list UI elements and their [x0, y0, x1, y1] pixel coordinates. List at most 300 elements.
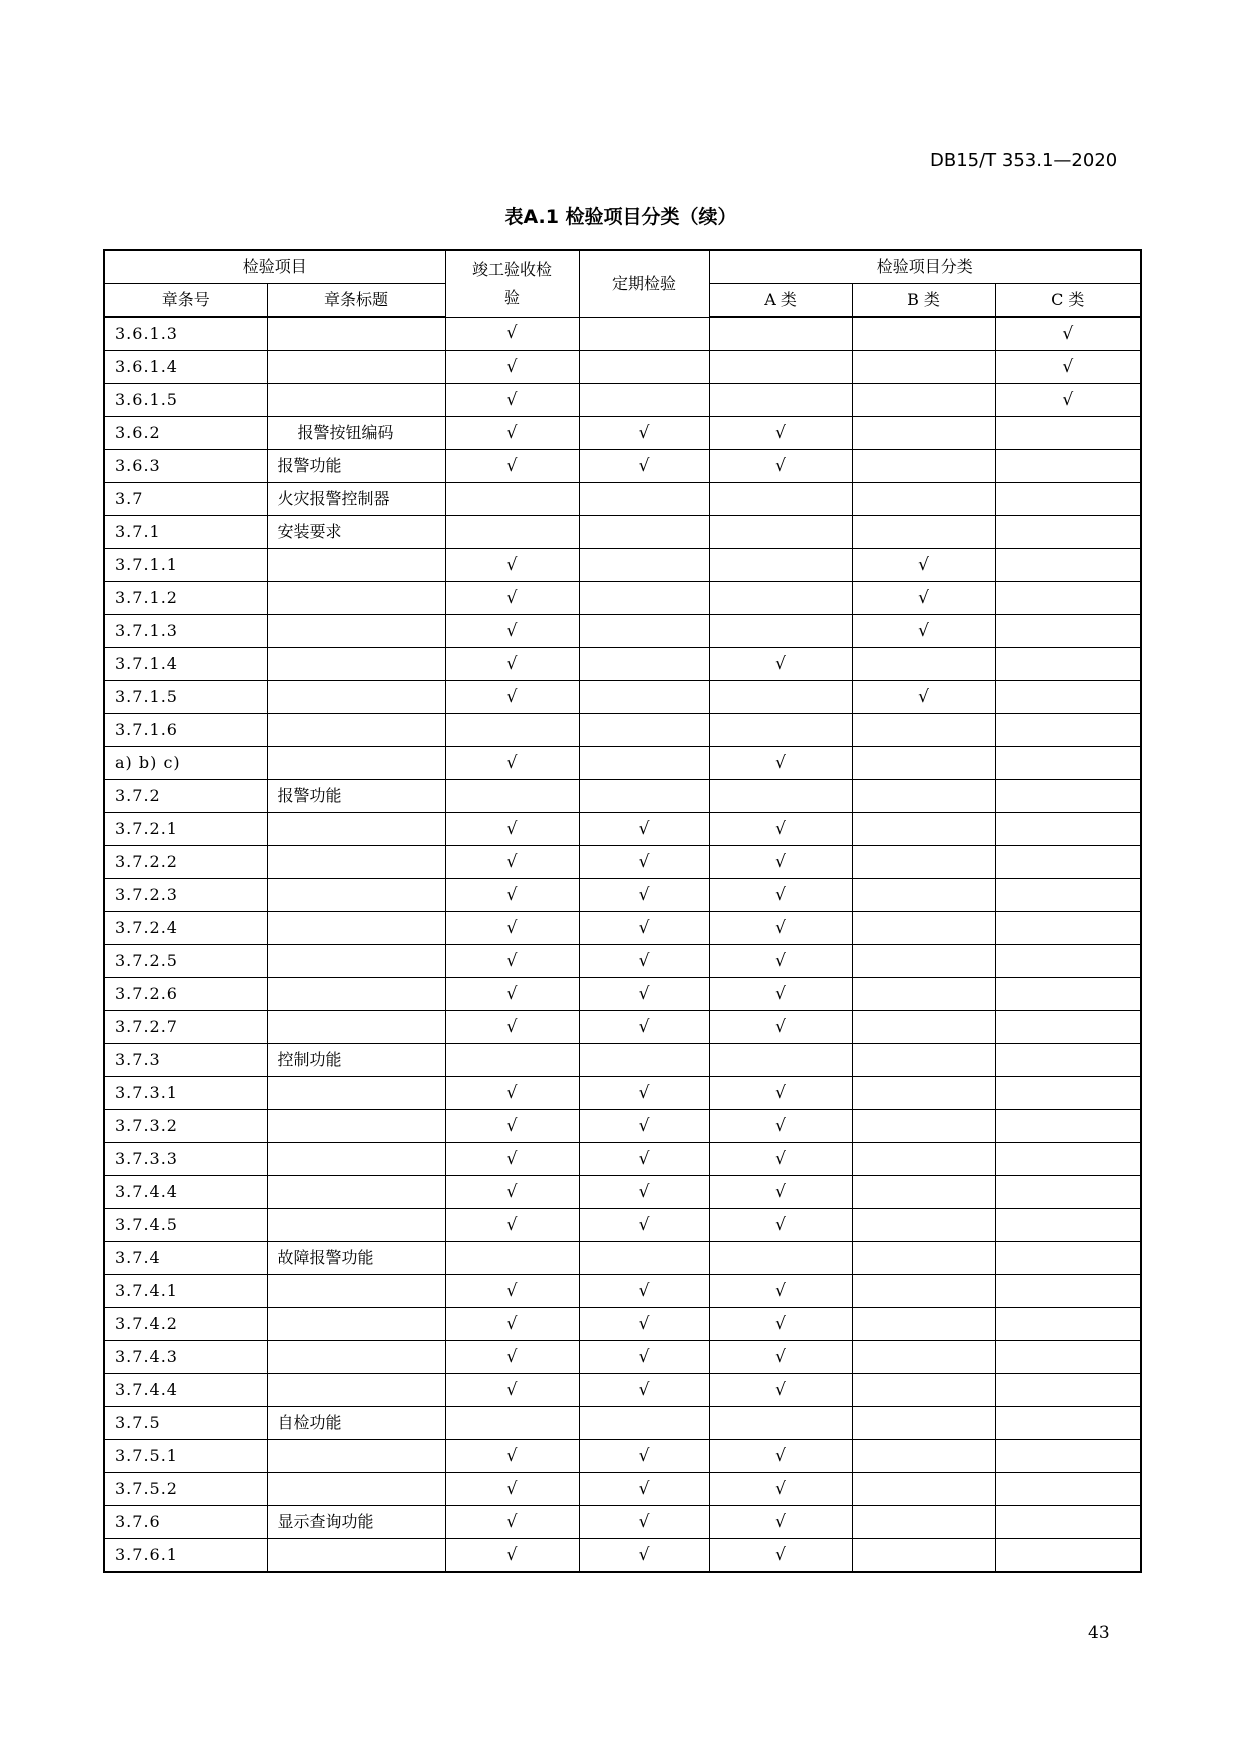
clause-title-cell	[267, 1341, 445, 1374]
page-number: 43	[1088, 1623, 1110, 1643]
completion-check-cell: √	[445, 317, 579, 351]
class-b-check-cell	[852, 1077, 995, 1110]
class-a-check-cell: √	[709, 1308, 852, 1341]
class-c-check-cell	[995, 1143, 1141, 1176]
clause-title-cell	[267, 1374, 445, 1407]
table-row	[104, 384, 1141, 417]
class-b-check-cell	[852, 1176, 995, 1209]
completion-check-cell: √	[445, 1506, 579, 1539]
class-b-check-cell	[852, 945, 995, 978]
clause-no-cell: 3.7.2	[104, 780, 267, 813]
periodic-check-cell: √	[579, 945, 709, 978]
clause-no-cell: 3.7.2.6	[104, 978, 267, 1011]
class-a-check-cell	[709, 549, 852, 582]
class-b-check-cell	[852, 1143, 995, 1176]
periodic-check-cell: √	[579, 1011, 709, 1044]
table-row	[104, 1308, 1141, 1341]
completion-check-cell	[445, 1407, 579, 1440]
clause-no-cell: 3.7.2.4	[104, 912, 267, 945]
table-row	[104, 846, 1141, 879]
class-b-check-cell: √	[852, 582, 995, 615]
completion-check-cell: √	[445, 1473, 579, 1506]
table-row	[104, 1374, 1141, 1407]
periodic-check-cell: √	[579, 1275, 709, 1308]
clause-title-cell: 安装要求	[267, 516, 445, 549]
periodic-check-cell: √	[579, 1374, 709, 1407]
clause-no-cell: 3.7.3.3	[104, 1143, 267, 1176]
clause-no-cell: 3.7.1.2	[104, 582, 267, 615]
class-a-check-cell	[709, 1242, 852, 1275]
header-clause-no: 章条号	[104, 284, 267, 318]
completion-check-cell: √	[445, 1077, 579, 1110]
periodic-check-cell: √	[579, 1143, 709, 1176]
class-b-check-cell	[852, 648, 995, 681]
clause-title-cell: 显示查询功能	[267, 1506, 445, 1539]
class-b-check-cell	[852, 1044, 995, 1077]
clause-no-cell: a) b) c)	[104, 747, 267, 780]
class-b-check-cell	[852, 384, 995, 417]
table-row	[104, 1506, 1141, 1539]
class-c-check-cell	[995, 681, 1141, 714]
clause-title-cell: 报警功能	[267, 780, 445, 813]
completion-check-cell: √	[445, 945, 579, 978]
completion-check-cell: √	[445, 417, 579, 450]
table-row	[104, 912, 1141, 945]
clause-title-cell	[267, 813, 445, 846]
clause-title-cell: 报警按钮编码	[267, 417, 445, 450]
periodic-check-cell: √	[579, 1308, 709, 1341]
completion-check-cell: √	[445, 1143, 579, 1176]
completion-check-cell	[445, 483, 579, 516]
class-c-check-cell	[995, 1341, 1141, 1374]
table-row	[104, 317, 1141, 351]
completion-check-cell	[445, 1044, 579, 1077]
table-body	[104, 317, 1141, 1572]
clause-no-cell: 3.7.2.2	[104, 846, 267, 879]
class-c-check-cell	[995, 582, 1141, 615]
clause-title-cell	[267, 1275, 445, 1308]
table-row	[104, 1275, 1141, 1308]
class-a-check-cell	[709, 483, 852, 516]
class-c-check-cell	[995, 747, 1141, 780]
class-b-check-cell	[852, 1506, 995, 1539]
completion-check-cell: √	[445, 1374, 579, 1407]
completion-check-cell: √	[445, 1110, 579, 1143]
class-b-check-cell	[852, 747, 995, 780]
clause-title-cell	[267, 978, 445, 1011]
table-row	[104, 978, 1141, 1011]
clause-title-cell: 控制功能	[267, 1044, 445, 1077]
table-row	[104, 1539, 1141, 1573]
class-c-check-cell	[995, 1275, 1141, 1308]
header-class-a: A 类	[709, 284, 852, 318]
class-b-check-cell	[852, 978, 995, 1011]
class-c-check-cell	[995, 516, 1141, 549]
periodic-check-cell	[579, 1242, 709, 1275]
clause-no-cell: 3.7.2.7	[104, 1011, 267, 1044]
class-c-check-cell	[995, 1077, 1141, 1110]
class-a-check-cell: √	[709, 1143, 852, 1176]
class-c-check-cell	[995, 1539, 1141, 1573]
table-row	[104, 1242, 1141, 1275]
clause-title-cell	[267, 549, 445, 582]
clause-title-cell	[267, 912, 445, 945]
table-row	[104, 1011, 1141, 1044]
periodic-check-cell: √	[579, 846, 709, 879]
table-row	[104, 417, 1141, 450]
clause-title-cell	[267, 1077, 445, 1110]
header-completion-line2: 验	[504, 287, 521, 307]
clause-no-cell: 3.7.2.1	[104, 813, 267, 846]
class-c-check-cell	[995, 1176, 1141, 1209]
clause-no-cell: 3.6.3	[104, 450, 267, 483]
header-clause-title: 章条标题	[267, 284, 445, 318]
completion-check-cell: √	[445, 1176, 579, 1209]
clause-no-cell: 3.7.5.2	[104, 1473, 267, 1506]
table-row	[104, 483, 1141, 516]
class-a-check-cell: √	[709, 747, 852, 780]
class-b-check-cell	[852, 317, 995, 351]
clause-title-cell	[267, 1110, 445, 1143]
clause-no-cell: 3.7.1.6	[104, 714, 267, 747]
class-b-check-cell	[852, 516, 995, 549]
completion-check-cell: √	[445, 681, 579, 714]
class-a-check-cell: √	[709, 1440, 852, 1473]
header-classification: 检验项目分类	[709, 250, 1141, 284]
table-row	[104, 1341, 1141, 1374]
completion-check-cell: √	[445, 813, 579, 846]
periodic-check-cell	[579, 780, 709, 813]
class-c-check-cell	[995, 483, 1141, 516]
class-b-check-cell: √	[852, 615, 995, 648]
periodic-check-cell	[579, 351, 709, 384]
completion-check-cell: √	[445, 1011, 579, 1044]
clause-no-cell: 3.7.3.2	[104, 1110, 267, 1143]
class-c-check-cell	[995, 780, 1141, 813]
table-row	[104, 450, 1141, 483]
class-b-check-cell	[852, 417, 995, 450]
class-a-check-cell	[709, 1044, 852, 1077]
table-row	[104, 780, 1141, 813]
clause-no-cell: 3.7.6	[104, 1506, 267, 1539]
class-a-check-cell: √	[709, 879, 852, 912]
table-row	[104, 549, 1141, 582]
table-row	[104, 1044, 1141, 1077]
periodic-check-cell	[579, 1044, 709, 1077]
table-row	[104, 1110, 1141, 1143]
clause-no-cell: 3.7.1	[104, 516, 267, 549]
periodic-check-cell	[579, 549, 709, 582]
table-row	[104, 681, 1141, 714]
completion-check-cell: √	[445, 747, 579, 780]
table-row	[104, 1440, 1141, 1473]
class-a-check-cell: √	[709, 978, 852, 1011]
clause-no-cell: 3.7.4.2	[104, 1308, 267, 1341]
class-c-check-cell	[995, 417, 1141, 450]
completion-check-cell: √	[445, 450, 579, 483]
table-header	[104, 250, 1141, 317]
class-c-check-cell	[995, 879, 1141, 912]
clause-title-cell	[267, 1176, 445, 1209]
completion-check-cell: √	[445, 1275, 579, 1308]
table-row	[104, 945, 1141, 978]
completion-check-cell	[445, 1242, 579, 1275]
completion-check-cell: √	[445, 846, 579, 879]
table-row	[104, 813, 1141, 846]
class-b-check-cell	[852, 1209, 995, 1242]
class-b-check-cell	[852, 1440, 995, 1473]
class-b-check-cell	[852, 813, 995, 846]
clause-no-cell: 3.7.3	[104, 1044, 267, 1077]
class-b-check-cell	[852, 1407, 995, 1440]
periodic-check-cell: √	[579, 450, 709, 483]
table-row	[104, 648, 1141, 681]
class-a-check-cell: √	[709, 1506, 852, 1539]
class-c-check-cell	[995, 1506, 1141, 1539]
table-row	[104, 1176, 1141, 1209]
header-class-c: C 类	[995, 284, 1141, 318]
class-a-check-cell: √	[709, 945, 852, 978]
completion-check-cell: √	[445, 648, 579, 681]
clause-no-cell: 3.7.4	[104, 1242, 267, 1275]
class-c-check-cell	[995, 450, 1141, 483]
class-a-check-cell	[709, 516, 852, 549]
table-row	[104, 516, 1141, 549]
class-c-check-cell	[995, 1242, 1141, 1275]
clause-title-cell: 报警功能	[267, 450, 445, 483]
class-c-check-cell	[995, 714, 1141, 747]
completion-check-cell: √	[445, 879, 579, 912]
class-b-check-cell: √	[852, 681, 995, 714]
clause-title-cell	[267, 846, 445, 879]
completion-check-cell: √	[445, 1209, 579, 1242]
clause-title-cell	[267, 747, 445, 780]
clause-title-cell	[267, 1143, 445, 1176]
table-row	[104, 1077, 1141, 1110]
class-b-check-cell	[852, 1374, 995, 1407]
periodic-check-cell: √	[579, 1209, 709, 1242]
class-c-check-cell	[995, 648, 1141, 681]
completion-check-cell: √	[445, 1440, 579, 1473]
class-b-check-cell	[852, 1473, 995, 1506]
periodic-check-cell: √	[579, 1110, 709, 1143]
class-b-check-cell	[852, 714, 995, 747]
clause-no-cell: 3.7.4.5	[104, 1209, 267, 1242]
clause-no-cell: 3.7.1.4	[104, 648, 267, 681]
class-c-check-cell: √	[995, 351, 1141, 384]
class-a-check-cell: √	[709, 417, 852, 450]
class-c-check-cell	[995, 1044, 1141, 1077]
clause-title-cell	[267, 648, 445, 681]
class-a-check-cell	[709, 384, 852, 417]
class-a-check-cell	[709, 317, 852, 351]
class-a-check-cell: √	[709, 1473, 852, 1506]
periodic-check-cell: √	[579, 978, 709, 1011]
class-c-check-cell	[995, 615, 1141, 648]
class-a-check-cell: √	[709, 1341, 852, 1374]
periodic-check-cell: √	[579, 879, 709, 912]
clause-no-cell: 3.7.2.3	[104, 879, 267, 912]
class-a-check-cell: √	[709, 912, 852, 945]
periodic-check-cell: √	[579, 1506, 709, 1539]
class-b-check-cell	[852, 912, 995, 945]
clause-no-cell: 3.6.1.4	[104, 351, 267, 384]
class-a-check-cell: √	[709, 813, 852, 846]
clause-no-cell: 3.7.5	[104, 1407, 267, 1440]
completion-check-cell: √	[445, 1341, 579, 1374]
class-a-check-cell	[709, 780, 852, 813]
table-row	[104, 747, 1141, 780]
class-a-check-cell	[709, 681, 852, 714]
class-c-check-cell	[995, 1374, 1141, 1407]
class-c-check-cell	[995, 1473, 1141, 1506]
class-a-check-cell: √	[709, 1110, 852, 1143]
document-code: DB15/T 353.1—2020	[930, 150, 1118, 171]
clause-no-cell: 3.7.6.1	[104, 1539, 267, 1573]
class-c-check-cell	[995, 1110, 1141, 1143]
clause-title-cell	[267, 714, 445, 747]
table-row	[104, 1407, 1141, 1440]
class-a-check-cell: √	[709, 648, 852, 681]
clause-title-cell	[267, 1011, 445, 1044]
class-a-check-cell	[709, 615, 852, 648]
clause-no-cell: 3.7.4.3	[104, 1341, 267, 1374]
clause-title-cell	[267, 1209, 445, 1242]
completion-check-cell: √	[445, 549, 579, 582]
class-a-check-cell	[709, 714, 852, 747]
clause-title-cell	[267, 945, 445, 978]
class-c-check-cell: √	[995, 317, 1141, 351]
class-a-check-cell	[709, 582, 852, 615]
class-a-check-cell: √	[709, 1077, 852, 1110]
header-completion-inspection	[445, 250, 579, 317]
clause-title-cell	[267, 1440, 445, 1473]
periodic-check-cell: √	[579, 1473, 709, 1506]
clause-no-cell: 3.6.1.3	[104, 317, 267, 351]
class-a-check-cell: √	[709, 1539, 852, 1573]
periodic-check-cell	[579, 317, 709, 351]
clause-title-cell	[267, 1473, 445, 1506]
periodic-check-cell: √	[579, 1176, 709, 1209]
completion-check-cell	[445, 516, 579, 549]
table-row	[104, 615, 1141, 648]
periodic-check-cell: √	[579, 417, 709, 450]
class-c-check-cell	[995, 549, 1141, 582]
periodic-check-cell	[579, 747, 709, 780]
table-title: 表A.1 检验项目分类（续）	[504, 206, 737, 228]
completion-check-cell: √	[445, 978, 579, 1011]
header-inspection-item: 检验项目	[104, 250, 445, 284]
clause-no-cell: 3.6.2	[104, 417, 267, 450]
class-b-check-cell	[852, 1275, 995, 1308]
clause-no-cell: 3.7	[104, 483, 267, 516]
periodic-check-cell: √	[579, 1341, 709, 1374]
class-c-check-cell	[995, 945, 1141, 978]
class-c-check-cell	[995, 1308, 1141, 1341]
clause-title-cell	[267, 681, 445, 714]
table-row	[104, 582, 1141, 615]
class-b-check-cell	[852, 1242, 995, 1275]
clause-title-cell: 故障报警功能	[267, 1242, 445, 1275]
class-a-check-cell: √	[709, 1374, 852, 1407]
periodic-check-cell	[579, 384, 709, 417]
class-c-check-cell	[995, 1440, 1141, 1473]
header-class-b: B 类	[852, 284, 995, 318]
table-row	[104, 1209, 1141, 1242]
periodic-check-cell	[579, 615, 709, 648]
completion-check-cell: √	[445, 384, 579, 417]
clause-title-cell	[267, 351, 445, 384]
class-a-check-cell: √	[709, 1011, 852, 1044]
class-a-check-cell: √	[709, 450, 852, 483]
class-c-check-cell	[995, 978, 1141, 1011]
table-row	[104, 1473, 1141, 1506]
class-b-check-cell	[852, 1011, 995, 1044]
header-periodic-inspection: 定期检验	[579, 250, 709, 317]
table-row	[104, 1143, 1141, 1176]
completion-check-cell: √	[445, 582, 579, 615]
table-row	[104, 714, 1141, 747]
class-b-check-cell	[852, 351, 995, 384]
completion-check-cell: √	[445, 912, 579, 945]
completion-check-cell	[445, 714, 579, 747]
class-c-check-cell	[995, 1011, 1141, 1044]
class-b-check-cell	[852, 1308, 995, 1341]
class-b-check-cell: √	[852, 549, 995, 582]
inspection-classification-table	[103, 249, 1142, 1573]
clause-no-cell: 3.7.4.4	[104, 1176, 267, 1209]
class-b-check-cell	[852, 1110, 995, 1143]
class-a-check-cell	[709, 1407, 852, 1440]
class-b-check-cell	[852, 1539, 995, 1573]
class-b-check-cell	[852, 1341, 995, 1374]
periodic-check-cell	[579, 648, 709, 681]
periodic-check-cell	[579, 1407, 709, 1440]
periodic-check-cell: √	[579, 912, 709, 945]
clause-no-cell: 3.7.3.1	[104, 1077, 267, 1110]
clause-no-cell: 3.7.2.5	[104, 945, 267, 978]
periodic-check-cell	[579, 714, 709, 747]
class-a-check-cell: √	[709, 846, 852, 879]
clause-no-cell: 3.6.1.5	[104, 384, 267, 417]
class-c-check-cell	[995, 912, 1141, 945]
class-c-check-cell	[995, 813, 1141, 846]
clause-title-cell	[267, 317, 445, 351]
class-c-check-cell	[995, 1407, 1141, 1440]
class-b-check-cell	[852, 846, 995, 879]
class-a-check-cell: √	[709, 1209, 852, 1242]
completion-check-cell: √	[445, 1308, 579, 1341]
periodic-check-cell: √	[579, 1440, 709, 1473]
clause-title-cell: 自检功能	[267, 1407, 445, 1440]
clause-title-cell	[267, 384, 445, 417]
periodic-check-cell: √	[579, 813, 709, 846]
clause-no-cell: 3.7.4.4	[104, 1374, 267, 1407]
class-b-check-cell	[852, 780, 995, 813]
class-b-check-cell	[852, 483, 995, 516]
clause-title-cell	[267, 582, 445, 615]
header-completion-line1: 竣工验收检	[472, 259, 553, 279]
periodic-check-cell	[579, 681, 709, 714]
class-c-check-cell: √	[995, 384, 1141, 417]
table-row	[104, 351, 1141, 384]
completion-check-cell	[445, 780, 579, 813]
clause-no-cell: 3.7.1.3	[104, 615, 267, 648]
clause-title-cell	[267, 615, 445, 648]
completion-check-cell: √	[445, 615, 579, 648]
class-a-check-cell	[709, 351, 852, 384]
periodic-check-cell: √	[579, 1077, 709, 1110]
